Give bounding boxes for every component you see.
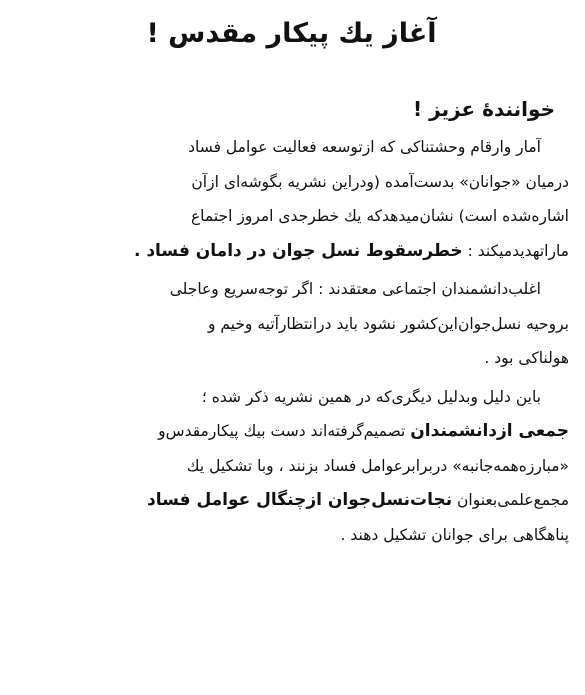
emphasized-text: جمعی ازدانشمندان [410,421,569,441]
text-line: باین دلیل وبدلیل دیگری‌که در همین نشریه ذکر شده ؛ [201,387,541,406]
text-line: پناهگاهی برای جوانان تشکیل دهند . [340,525,569,544]
text-line: اشاره‌شده است) نشان‌میدهدکه یك خطرجدی امروز اجتماع [190,207,569,225]
salutation: خوانندهٔ عزیز ! [413,97,555,121]
text-line [14,414,569,449]
text-line [14,234,569,269]
emphasized-text: خطرسقوط نسل جوان در دامان فساد . [133,240,463,261]
emphasized-text: نجات‌نسل‌جوان ازچنگال عوامل فساد [146,490,453,510]
text-run: مجمع‌علمی‌بعنوان [457,491,569,509]
text-line: آمار وارقام وحشتناکی که ازتوسعه فعالیت عوامل فساد [188,138,541,156]
text-line: اغلب‌دانشمندان اجتماعی معتقدند : اگر توجه‌سریع وعاجلی [169,280,541,298]
page-title: آغاز یك پیكار مقدس ! [146,18,437,49]
text-run: تصمیم‌گرفته‌اند دست بیك پیكارمقدس‌و [158,422,406,440]
text-line [14,483,569,518]
text-line: بروحیه نسل‌جوان‌این‌کشور نشود باید درانتظارآتیه وخیم و [207,314,569,333]
paragraph-1 [14,130,569,268]
text-line: هولناکی بود . [484,349,569,367]
text-run: ماراتهدیدمیکند : [467,241,569,260]
paragraph-3 [14,380,569,553]
paragraph-2 [14,272,569,376]
text-line: درمیان «جوانان» بدست‌آمده (ودراین نشریه بگوشه‌ای ازآن [191,172,569,191]
text-line: «مبارزه‌همه‌جانبه» دربرابرعوامل فساد بزنند ، وبا تشکیل یك [186,456,569,475]
